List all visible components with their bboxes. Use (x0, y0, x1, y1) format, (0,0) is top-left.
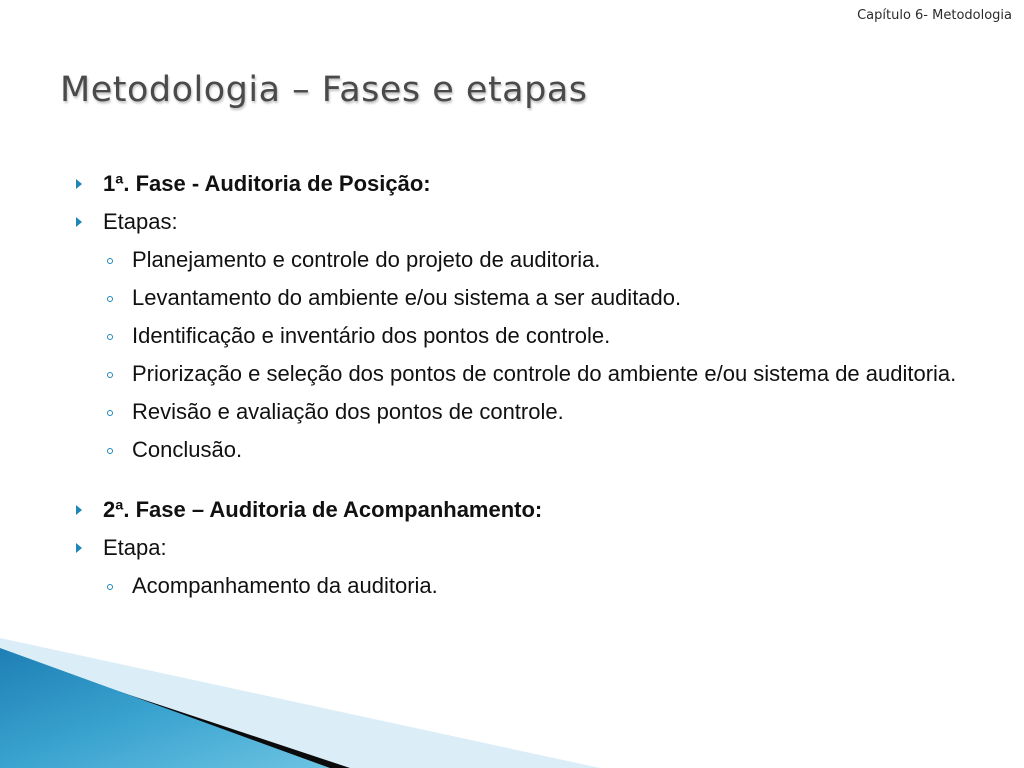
chapter-label: Capítulo 6- Metodologia (857, 8, 1012, 23)
step-text: Priorização e seleção dos pontos de controle do ambiente e/ou sistema de auditoria. (132, 361, 957, 386)
step-text: Identificação e inventário dos pontos de controle. (132, 323, 611, 348)
step-text: Planejamento e controle do projeto de auditoria. (132, 247, 601, 272)
phase-1-steps-label: Etapas: (103, 209, 178, 234)
step-text: Acompanhamento da auditoria. (132, 573, 438, 598)
slide-title: Metodologia – Fases e etapas (60, 70, 588, 110)
step-text: Levantamento do ambiente e/ou sistema a ser auditado. (132, 285, 682, 310)
phase-2-title: 2ª. Fase – Auditoria de Acompanhamento: (103, 497, 543, 522)
phase-2-step-label: Etapa: (103, 535, 167, 560)
phase-1-title: 1ª. Fase - Auditoria de Posição: (103, 171, 431, 196)
step-text: Revisão e avaliação dos pontos de controle. (132, 399, 564, 424)
step-text: Conclusão. (132, 437, 243, 462)
